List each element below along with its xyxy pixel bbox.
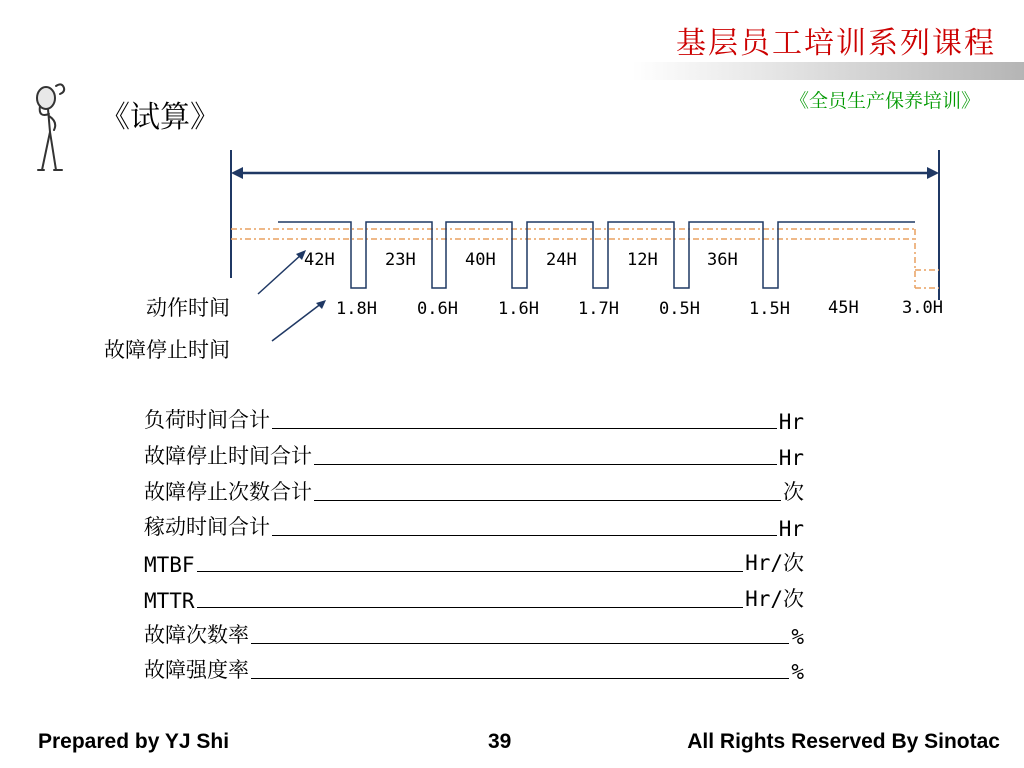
operation-time-label: 12H [627, 250, 658, 270]
series-title: 基层员工培训系列课程 [676, 26, 996, 61]
operation-time-label: 42H [304, 250, 335, 270]
operation-callout-arrow [258, 254, 302, 294]
calc-row [144, 579, 804, 613]
calc-unit: % [791, 625, 804, 649]
page-number: 39 [488, 730, 512, 753]
downtime-label: 0.6H [417, 299, 458, 319]
calc-row [144, 650, 804, 684]
operation-time-label: 40H [465, 250, 496, 270]
course-subtitle: 《全员生产保养培训》 [789, 90, 980, 112]
calc-label: MTBF [144, 553, 195, 577]
calc-label: MTTR [144, 589, 195, 613]
answer-blank[interactable] [251, 677, 789, 679]
calc-label: 故障次数率 [144, 623, 249, 647]
arrow-head-left [231, 167, 243, 179]
downtime-label: 3.0H [902, 298, 943, 318]
answer-blank[interactable] [314, 463, 777, 465]
legend-operation-time: 动作时间 [146, 296, 230, 320]
operation-time-label: 24H [546, 250, 577, 270]
calc-unit: 次 [783, 480, 804, 504]
calc-row [144, 436, 804, 470]
downtime-label: 1.6H [498, 299, 539, 319]
calc-unit: Hr/次 [745, 587, 804, 611]
calc-row [144, 615, 804, 649]
downtime-label: 0.5H [659, 299, 700, 319]
calc-row [144, 507, 804, 541]
arrow-head-right [927, 167, 939, 179]
legend-downtime: 故障停止时间 [104, 338, 230, 362]
operation-time-label: 45H [828, 298, 859, 318]
answer-blank[interactable] [272, 534, 777, 536]
operation-time-label: 23H [385, 250, 416, 270]
answer-blank[interactable] [197, 570, 743, 572]
downtime-callout-arrow [272, 303, 322, 341]
answer-blank[interactable] [272, 427, 777, 429]
calc-row [144, 543, 804, 577]
calc-unit: Hr [778, 517, 804, 541]
calc-label: 负荷时间合计 [144, 408, 270, 432]
downtime-label: 1.7H [578, 299, 619, 319]
machine-state-line [278, 222, 915, 288]
slide-title: 《试算》 [100, 100, 220, 135]
calc-unit: Hr [778, 410, 804, 434]
calc-row [144, 472, 804, 506]
calc-unit: Hr [778, 446, 804, 470]
calc-label: 稼动时间合计 [144, 515, 270, 539]
answer-blank[interactable] [197, 606, 743, 608]
answer-blank[interactable] [251, 642, 789, 644]
downtime-label: 1.8H [336, 299, 377, 319]
downtime-label: 1.5H [749, 299, 790, 319]
calc-row [144, 400, 804, 434]
calc-unit: Hr/次 [745, 551, 804, 575]
calc-label: 故障停止时间合计 [144, 444, 312, 468]
answer-blank[interactable] [314, 499, 781, 501]
footer-prepared-by: Prepared by YJ Shi [38, 730, 230, 753]
calc-unit: % [791, 660, 804, 684]
calc-label: 故障停止次数合计 [144, 480, 312, 504]
calc-label: 故障强度率 [144, 658, 249, 682]
operation-time-label: 36H [707, 250, 738, 270]
footer-rights: All Rights Reserved By Sinotac [687, 730, 1000, 753]
downtime-callout-head [316, 300, 326, 309]
